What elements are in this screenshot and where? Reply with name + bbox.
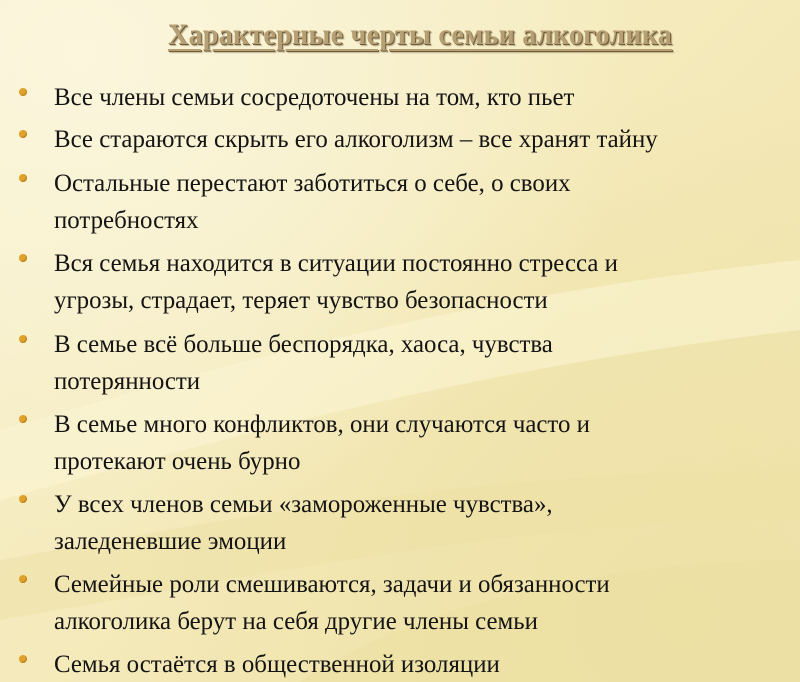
list-item-line: У всех членов семьи «замороженные чувства», — [54, 491, 553, 518]
list-item-line: Семья остаётся в общественной изоляции — [54, 651, 500, 678]
list-item-text — [54, 646, 800, 682]
list-item-line: Семейные роли смешиваются, задачи и обязанности — [54, 571, 610, 598]
list-item-line: угрозы, страдает, теряет чувство безопасности — [54, 287, 548, 314]
bullet-icon — [19, 655, 27, 663]
list-item-line: протекают очень бурно — [54, 448, 301, 475]
list-item-text — [54, 165, 800, 239]
bullet-icon — [19, 575, 27, 583]
bullet-icon — [19, 335, 27, 343]
bullet-icon — [19, 88, 27, 96]
list-item-line: Остальные перестают заботиться о себе, о своих — [54, 170, 571, 197]
list-item-line: Все члены семьи сосредоточены на том, кто пьет — [54, 84, 575, 111]
bullet-icon — [19, 254, 27, 262]
list-item-text — [54, 79, 800, 116]
list-item-line: потребностях — [54, 207, 199, 234]
list-item-text — [54, 121, 800, 158]
bullet-icon — [19, 174, 27, 182]
list-item-line: потерянности — [54, 368, 201, 395]
bullet-icon — [19, 495, 27, 503]
list-item-text — [54, 326, 800, 400]
list-item-line: заледеневшие эмоции — [54, 528, 287, 555]
bullet-icon — [19, 130, 27, 138]
list-item-line: Все стараются скрыть его алкоголизм – все хранят тайну — [54, 126, 658, 153]
list-item-text — [54, 245, 800, 319]
slide-title: Характерные черты семьи алкоголика — [167, 18, 673, 51]
bullet-icon — [19, 415, 27, 423]
list-item-text — [54, 406, 800, 480]
list-item-line: алкоголика берут на себя другие члены семьи — [54, 608, 538, 635]
list-item-line: В семье всё больше беспорядка, хаоса, чувства — [54, 331, 553, 358]
list-item-text — [54, 486, 800, 560]
list-item-line: Вся семья находится в ситуации постоянно стресса и — [54, 250, 618, 277]
list-item-text — [54, 566, 800, 640]
list-item-line: В семье много конфликтов, они случаются часто и — [54, 411, 590, 438]
